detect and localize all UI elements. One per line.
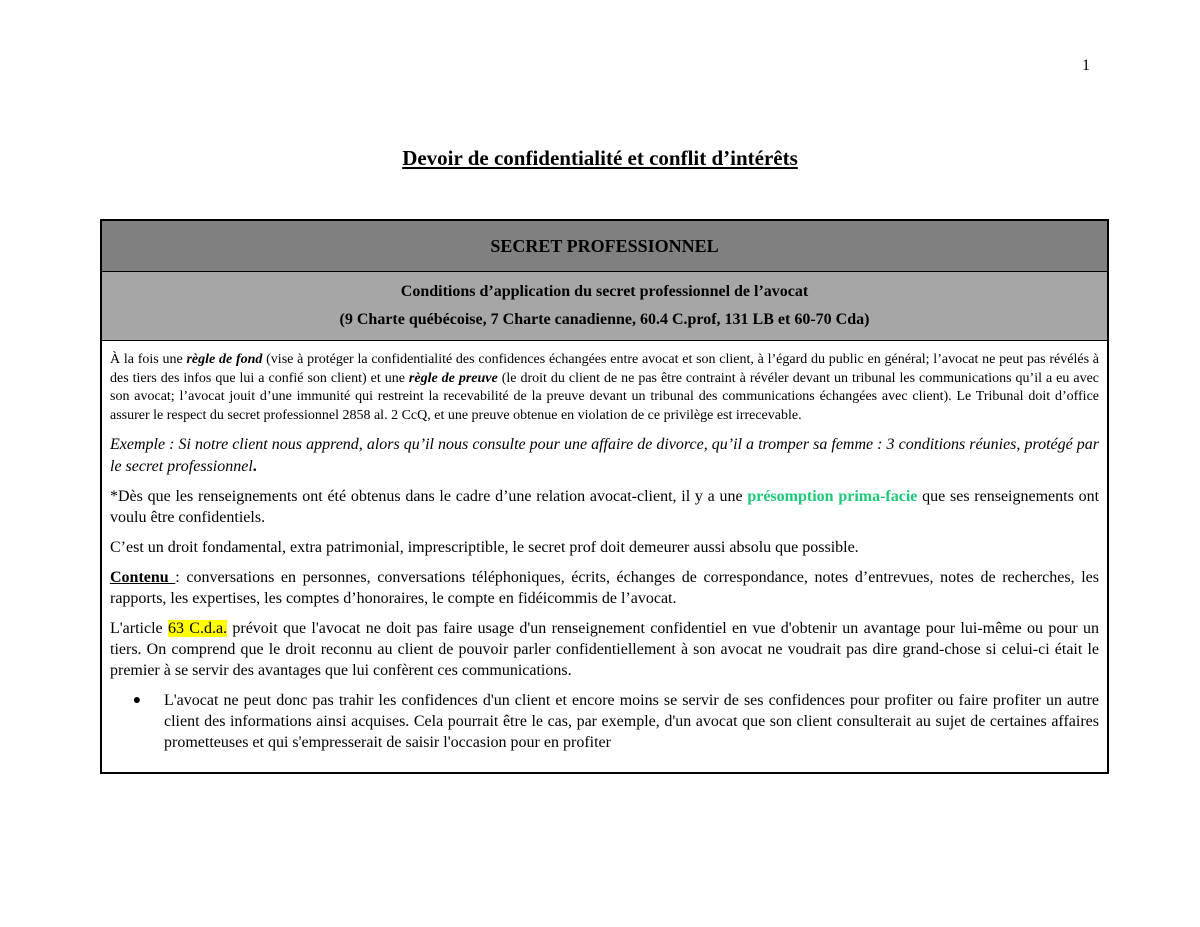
bullet-icon: ● xyxy=(132,693,142,708)
example-text: Exemple : Si notre client nous apprend, alors qu’il nous consulte pour une affaire de divorce, qu’il a tromper sa femme : 3 conditions réunies, protégé par le secret professionnel xyxy=(110,436,1099,475)
article-reference-highlight: 63 C.d.a. xyxy=(167,620,228,637)
presumption-highlight: présomption prima-facie xyxy=(747,488,918,505)
list-item xyxy=(110,690,1099,753)
example-period: . xyxy=(252,458,257,475)
paragraph-droit-fondamental: C’est un droit fondamental, extra patrimonial, imprescriptible, le secret prof doit demeurer aussi absolu que possible. xyxy=(110,539,859,556)
list-item-text: L'avocat ne peut donc pas trahir les confidences d'un client et encore moins se servir de ses confidences pour profiter ou faire profiter un autre client des informations ainsi acquises. Cela pourrait être le cas, par exemple, d'un avocat que son client consulterait au sujet de certaines affaires prometteuses et qui s'empresserait de saisir l'occasion pour en profiter xyxy=(164,692,1099,751)
table-header: SECRET PROFESSIONNEL xyxy=(102,221,1107,272)
text-span: (vise à protéger la confidentialité des confidences échangées entre avocat et son client, à l’égard du public en général; l’avocat ne peut pas révélés à des tiers des infos que lui a confié son client) et une xyxy=(110,352,1099,386)
table-body-cell xyxy=(102,341,1107,753)
text-span: À la fois une xyxy=(110,352,187,367)
text-span: prévoit que l'avocat ne doit pas faire usage d'un renseignement confidentiel en vue d'obtenir un avantage pour lui-même ou pour un tiers. On comprend que le droit reconnu au client de pouvoir parler confidentiellement à son avocat ne voudrait pas dire grand-chose si celui-ci était le premier à se servir des avantages que lui confèrent ces communications. xyxy=(110,620,1100,679)
term-regle-de-fond: règle de fond xyxy=(186,352,263,367)
paragraph-definition xyxy=(110,351,1099,425)
page-number: 1 xyxy=(1082,57,1090,74)
text-span: L'article xyxy=(110,620,168,637)
paragraph-article-63 xyxy=(110,618,1099,681)
contenu-label: Contenu xyxy=(110,569,176,586)
term-regle-de-preuve: règle de preuve xyxy=(408,370,498,386)
text-span: : conversations en personnes, conversations téléphoniques, écrits, échanges de correspondance, notes d’entrevues, notes de recherches, les rapports, les expertises, les comptes d’honoraires, le compte en fidéicommis de l’avocat. xyxy=(110,569,1099,607)
paragraph-contenu xyxy=(110,567,1099,609)
subheader-references: (9 Charte québécoise, 7 Charte canadienne, 60.4 C.prof, 131 LB et 60-70 Cda) xyxy=(339,311,870,328)
text-span: (le droit du client de ne pas être contraint à révéler devant un tribunal les communications qu’il a eu avec son avocat; l’avocat jouit d’une immunité qui restreint la recevabilité de la preuve devant un tribunal des communications échangées avec client). Le Tribunal doit d’office assurer le respect du secret professionnel 2858 al. 2 CcQ, et une preuve obtenue en violation de ce privilège est irrecevable. xyxy=(110,370,1100,423)
paragraph-example xyxy=(110,434,1099,478)
secret-professionnel-table xyxy=(100,219,1109,774)
paragraph-presumption xyxy=(110,486,1099,528)
subheader-title: Conditions d’application du secret professionnel de l’avocat xyxy=(400,283,809,300)
text-span: que ses renseignements ont voulu être confidentiels. xyxy=(110,488,1100,526)
text-span: *Dès que les renseignements ont été obtenus dans le cadre d’une relation avocat-client, il y a une xyxy=(110,488,748,505)
table-subheader xyxy=(102,272,1107,341)
document-title: Devoir de confidentialité et conflit d’intérêts xyxy=(402,146,798,170)
